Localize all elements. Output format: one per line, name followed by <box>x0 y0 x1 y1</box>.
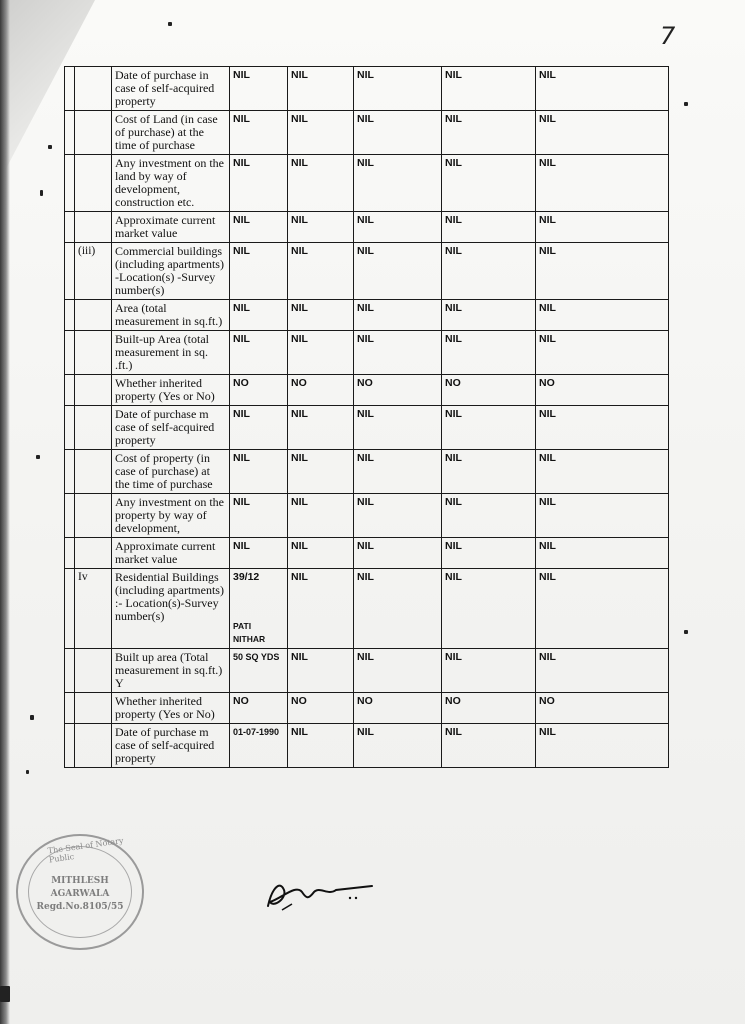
description-cell: Whether inherited property (Yes or No) <box>112 693 230 724</box>
description-cell: Built up area (Total measurement in sq.ft.) Y <box>112 649 230 693</box>
value-cell: NO <box>354 693 442 724</box>
value-cell: NIL <box>442 155 536 212</box>
value-cell: NIL <box>288 155 354 212</box>
description-cell: Approximate current market value <box>112 212 230 243</box>
value-cell: NIL <box>288 243 354 300</box>
row-number-cell <box>75 300 112 331</box>
value-cell: NIL <box>536 331 669 375</box>
value-cell: NIL <box>230 494 288 538</box>
value-cell: NIL <box>354 67 442 111</box>
value-cell: NIL <box>442 243 536 300</box>
value-cell: NO <box>230 375 288 406</box>
value-cell: NIL <box>442 406 536 450</box>
page-number: 7 <box>660 22 676 50</box>
row-number-cell <box>75 450 112 494</box>
description-cell: Cost of property (in case of purchase) at the time of purchase <box>112 450 230 494</box>
value-cell: NIL <box>536 724 669 768</box>
row-number-cell <box>75 212 112 243</box>
value-cell: NIL <box>230 538 288 569</box>
value-cell: NO <box>230 693 288 724</box>
table-row <box>65 450 669 494</box>
value-cell: NIL <box>354 494 442 538</box>
seal-arc-text: The Seal of Notary Public <box>47 836 125 865</box>
spacer-cell <box>65 494 75 538</box>
spacer-cell <box>65 450 75 494</box>
scan-speck <box>30 715 34 720</box>
value-cell: NIL <box>288 569 354 649</box>
value-cell: NIL <box>288 331 354 375</box>
value-cell: NIL <box>288 450 354 494</box>
table-row <box>65 724 669 768</box>
description-cell: Date of purchase in case of self-acquired property <box>112 67 230 111</box>
table-row <box>65 212 669 243</box>
description-cell: Whether inherited property (Yes or No) <box>112 375 230 406</box>
description-cell: Any investment on the property by way of development, <box>112 494 230 538</box>
value-cell: NIL <box>536 155 669 212</box>
description-cell: Residential Buildings (including apartments) :- Location(s)-Survey number(s) <box>112 569 230 649</box>
value-cell: NIL <box>442 111 536 155</box>
handwritten-signature <box>262 868 382 918</box>
row-number-cell <box>75 111 112 155</box>
assets-table <box>64 66 669 768</box>
value-cell: NIL <box>230 300 288 331</box>
scan-speck <box>26 770 29 774</box>
description-cell: Approximate current market value <box>112 538 230 569</box>
spacer-cell <box>65 243 75 300</box>
value-cell: NIL <box>354 300 442 331</box>
spacer-cell <box>65 111 75 155</box>
description-cell: Area (total measurement in sq.ft.) <box>112 300 230 331</box>
table-row <box>65 494 669 538</box>
seal-line-2: AGARWALA <box>50 889 110 899</box>
value-cell: NIL <box>442 494 536 538</box>
value-cell: NIL <box>230 243 288 300</box>
scan-speck <box>48 145 52 149</box>
description-cell: Date of purchase m case of self-acquired property <box>112 724 230 768</box>
row-number-cell <box>75 693 112 724</box>
value-cell: NIL <box>288 724 354 768</box>
value-cell: NIL <box>230 155 288 212</box>
value-cell: NIL <box>288 649 354 693</box>
row-number-cell <box>75 649 112 693</box>
seal-line-3: Regd.No.8105/55 <box>36 902 124 912</box>
spacer-cell <box>65 375 75 406</box>
value-cell: NIL <box>442 724 536 768</box>
spacer-cell <box>65 67 75 111</box>
value-cell: NIL <box>288 406 354 450</box>
value-cell: NIL <box>442 331 536 375</box>
value-cell: NIL <box>536 300 669 331</box>
table-row <box>65 67 669 111</box>
table-row <box>65 538 669 569</box>
value-cell: NIL <box>442 300 536 331</box>
row-number-cell <box>75 155 112 212</box>
value-cell: NIL <box>442 450 536 494</box>
value-cell: NIL <box>354 406 442 450</box>
table-row <box>65 243 669 300</box>
seal-line-1: MITHLESH <box>51 876 109 886</box>
table-row <box>65 406 669 450</box>
value-cell: 50 SQ YDS <box>230 649 288 693</box>
value-cell: NIL <box>536 243 669 300</box>
value-cell: NIL <box>536 494 669 538</box>
value-cell: NIL <box>230 450 288 494</box>
row-number-cell <box>75 724 112 768</box>
spacer-cell <box>65 155 75 212</box>
scan-speck <box>684 102 688 106</box>
value-cell: NIL <box>230 67 288 111</box>
value-cell: NIL <box>536 212 669 243</box>
table-row <box>65 300 669 331</box>
value-cell: NIL <box>354 331 442 375</box>
value-cell: NIL <box>442 212 536 243</box>
value-cell: NIL <box>442 538 536 569</box>
value-cell: NO <box>442 375 536 406</box>
value-cell: NIL <box>230 212 288 243</box>
value-cell: NIL <box>536 406 669 450</box>
table-row <box>65 375 669 406</box>
value-cell: NIL <box>288 111 354 155</box>
spacer-cell <box>65 724 75 768</box>
value-cell: 01-07-1990 <box>230 724 288 768</box>
value-cell: NIL <box>536 450 669 494</box>
spacer-cell <box>65 212 75 243</box>
value-cell: NIL <box>354 243 442 300</box>
value-cell: NIL <box>288 538 354 569</box>
value-text: 39/12 <box>233 571 260 583</box>
row-number-cell <box>75 67 112 111</box>
value-cell: NIL <box>442 67 536 111</box>
spacer-cell <box>65 331 75 375</box>
value-cell: NO <box>536 375 669 406</box>
scan-speck <box>36 455 40 459</box>
spacer-cell <box>65 406 75 450</box>
row-number-cell: (iii) <box>75 243 112 300</box>
table-row <box>65 649 669 693</box>
value-cell <box>230 569 288 649</box>
value-cell: NIL <box>354 724 442 768</box>
description-cell: Built-up Area (total measurement in sq. .ft.) <box>112 331 230 375</box>
value-cell: NIL <box>288 67 354 111</box>
value-cell: NIL <box>230 406 288 450</box>
spacer-cell <box>65 649 75 693</box>
value-cell: NIL <box>288 300 354 331</box>
value-cell: NO <box>288 375 354 406</box>
description-cell: Any investment on the land by way of development, construction etc. <box>112 155 230 212</box>
value-cell: NIL <box>536 649 669 693</box>
scan-speck <box>168 22 172 26</box>
table-row <box>65 569 669 649</box>
scan-edge-shadow <box>0 0 10 1024</box>
value-cell: NIL <box>442 569 536 649</box>
value-cell: NIL <box>354 649 442 693</box>
value-cell: NIL <box>354 212 442 243</box>
table-row <box>65 331 669 375</box>
value-cell: NIL <box>354 450 442 494</box>
table-row <box>65 155 669 212</box>
value-cell: NIL <box>354 111 442 155</box>
spacer-cell <box>65 693 75 724</box>
value-cell: NO <box>288 693 354 724</box>
row-number-cell: Iv <box>75 569 112 649</box>
row-number-cell <box>75 494 112 538</box>
scan-speck <box>684 630 688 634</box>
value-cell: NO <box>536 693 669 724</box>
value-cell: NO <box>442 693 536 724</box>
value-cell: NO <box>354 375 442 406</box>
scan-speck <box>0 986 10 1002</box>
spacer-cell <box>65 300 75 331</box>
notary-seal <box>16 834 144 950</box>
row-number-cell <box>75 375 112 406</box>
value-cell: NIL <box>536 538 669 569</box>
value-cell: NIL <box>288 212 354 243</box>
description-cell: Cost of Land (in case of purchase) at the time of purchase <box>112 111 230 155</box>
value-cell: NIL <box>230 331 288 375</box>
value-cell: NIL <box>536 569 669 649</box>
description-cell: Date of purchase m case of self-acquired property <box>112 406 230 450</box>
spacer-cell <box>65 569 75 649</box>
spacer-cell <box>65 538 75 569</box>
value-cell: NIL <box>288 494 354 538</box>
value-cell: NIL <box>354 538 442 569</box>
value-cell: NIL <box>354 569 442 649</box>
value-cell: NIL <box>230 111 288 155</box>
value-cell: NIL <box>536 111 669 155</box>
table-row <box>65 111 669 155</box>
value-cell: NIL <box>354 155 442 212</box>
value-cell: NIL <box>536 67 669 111</box>
location-note: PATI NITHAR <box>233 621 266 644</box>
row-number-cell <box>75 538 112 569</box>
table-row <box>65 693 669 724</box>
value-cell: NIL <box>442 649 536 693</box>
row-number-cell <box>75 331 112 375</box>
description-cell: Commercial buildings (including apartments) -Location(s) -Survey number(s) <box>112 243 230 300</box>
row-number-cell <box>75 406 112 450</box>
scan-speck <box>40 190 43 196</box>
